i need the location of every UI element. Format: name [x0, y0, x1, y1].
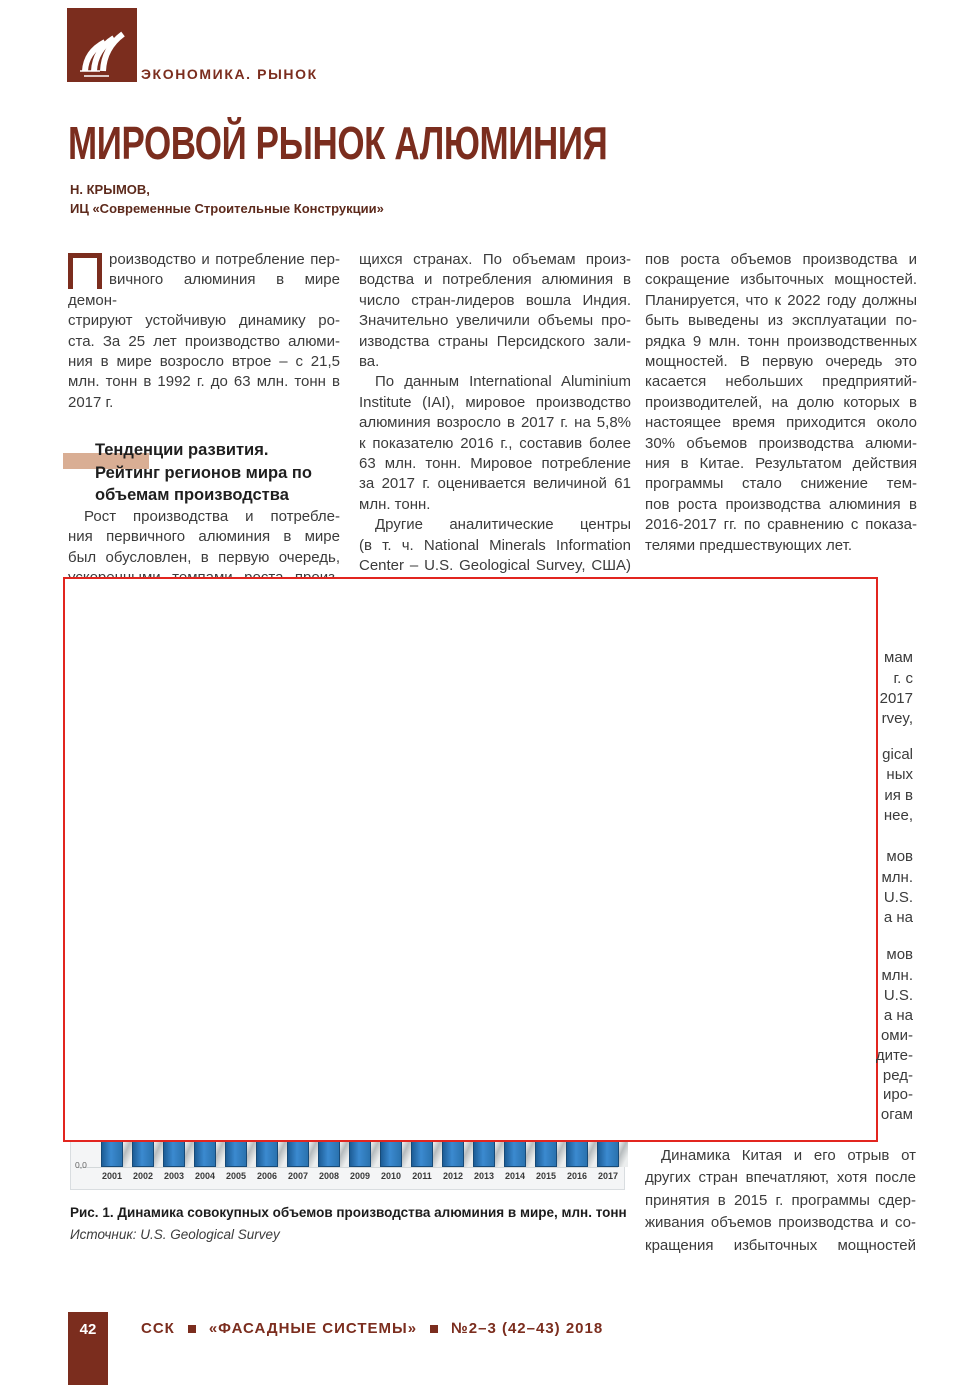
clipped-text-fragment: а на: [883, 909, 913, 926]
dropcap-letter: [68, 253, 102, 289]
y-axis-tick-label: 0,0: [75, 1160, 87, 1170]
heading-line: Рейтинг регионов мира по: [95, 463, 312, 482]
clipped-text-fragment: дите-: [875, 1047, 913, 1064]
section-label: ЭКОНОМИКА. РЫНОК: [141, 66, 318, 82]
body-text-line: Рост производства и потребле-: [84, 507, 340, 525]
body-text-line: 63 млн. тонн. Мировое потребление: [359, 455, 631, 473]
clipped-text-fragment: U.S.: [883, 889, 913, 906]
x-axis-year-label: 2016: [566, 1171, 588, 1181]
body-text-line: принятия в 2015 г. программы сдер-: [645, 1191, 916, 1209]
body-text-line: ния в Китае. Результатом действия: [645, 455, 917, 473]
x-axis-year-label: 2013: [473, 1171, 495, 1181]
x-axis-year-label: 2009: [349, 1171, 371, 1181]
body-text-line: 30% объемов производства алюми-: [645, 434, 917, 452]
footer-text-part: ССК: [141, 1320, 175, 1337]
footer-text-part: «ФАСАДНЫЕ СИСТЕМЫ»: [208, 1320, 418, 1337]
clipped-text-fragment: 2017: [879, 690, 913, 707]
body-text-line: щихся странах. По объемам произ-: [359, 251, 631, 268]
x-axis-year-label: 2006: [256, 1171, 278, 1181]
body-text-line: ста. За 25 лет производство алюми-: [68, 332, 340, 350]
body-text-line: Значительно увеличили объемы про-: [359, 312, 631, 330]
clipped-text-fragment: г. с: [893, 670, 913, 687]
author-name: Н. КРЫМОВ,: [70, 182, 150, 197]
logo-icon: [67, 8, 137, 82]
body-paragraph: [645, 250, 917, 556]
x-axis-line: [77, 1167, 618, 1168]
body-text-line: был обусловлен, в первую очередь,: [68, 548, 340, 566]
x-axis-year-label: 2010: [380, 1171, 402, 1181]
clipped-text-fragment: ия в: [884, 787, 913, 804]
x-axis-year-label: 2002: [132, 1171, 154, 1181]
x-axis-year-label: 2007: [287, 1171, 309, 1181]
clipped-text-fragment: млн.: [881, 967, 913, 984]
clipped-text-fragment: оми-: [880, 1027, 913, 1044]
body-text-line: Другие аналитические центры: [375, 516, 631, 534]
body-text-line: рядка 9 млн. тонн производственных: [645, 332, 917, 350]
body-text-line: касается небольших предприятий-: [645, 373, 917, 391]
body-text-line: производителей, на долю которых в: [645, 393, 917, 411]
clipped-text-fragment: мов: [886, 848, 913, 865]
body-text-line: сокращение избыточных мощностей.: [645, 271, 917, 289]
figure-source: Источник: U.S. Geological Survey: [70, 1227, 280, 1242]
publisher-logo: [67, 8, 137, 82]
body-text-line: вичного алюминия в мире демон-: [68, 271, 340, 309]
body-text-line: По данным International Aluminium: [375, 373, 631, 391]
body-text-line: программы стало снижение тем-: [645, 475, 917, 493]
body-text-line: пов роста производства алюминия в: [645, 495, 917, 513]
body-text-line: (в т. ч. National Minerals Information: [359, 536, 631, 554]
clipped-text-fragment: ред-: [882, 1067, 913, 1084]
body-text-line: живания объемов производства и со-: [645, 1214, 916, 1232]
body-text-line: стрируют устойчивую динамику ро-: [68, 312, 340, 330]
x-axis-year-label: 2017: [597, 1171, 619, 1181]
figure-caption: Рис. 1. Динамика совокупных объемов производства алюминия в мире, млн. тонн: [70, 1205, 627, 1220]
body-text-line: водства и потребления алюминия в: [359, 271, 631, 289]
body-text-line: телями предшествующих лет.: [645, 536, 853, 554]
article-title: МИРОВОЙ РЫНОК АЛЮМИНИЯ: [68, 117, 608, 169]
bottom-right-paragraph: [645, 1145, 916, 1257]
body-text-line: млн. тонн.: [359, 495, 431, 513]
body-text-line: Динамика Китая и его отрыв от: [661, 1147, 916, 1164]
author-organization: ИЦ «Современные Строительные Конструкции»: [70, 201, 384, 216]
x-axis-year-label: 2012: [442, 1171, 464, 1181]
heading-line: объемам производства: [95, 486, 289, 505]
body-column-2: [359, 250, 631, 577]
x-axis-year-label: 2014: [504, 1171, 526, 1181]
clipped-text-fragment: а на: [883, 1007, 913, 1024]
body-text-line: Планируется, что к 2022 году должны: [645, 291, 917, 309]
author-block: [70, 180, 384, 218]
body-paragraph: [359, 372, 631, 515]
clipped-text-fragment: rvey,: [881, 710, 913, 727]
footer-text-part: №2–3 (42–43) 2018: [451, 1320, 604, 1337]
body-text-line: кращения избыточных мощностей: [645, 1236, 916, 1254]
clipped-text-fragment: ных: [886, 766, 913, 783]
body-text-line: быть выведены из эксплуатации по-: [645, 312, 917, 330]
heading-line: Тенденции развития.: [95, 441, 269, 460]
clipped-text-fragment: млн.: [881, 869, 913, 886]
body-text-line: ния первичного алюминия в мире: [68, 528, 340, 546]
body-text-line: к показателю 2016 г., составив более: [359, 434, 631, 452]
page-number-badge: 42: [68, 1312, 108, 1385]
body-column-3: [645, 250, 917, 556]
body-text-line: алюминия возросло в 2017 г. на 5,8%: [359, 414, 631, 432]
x-axis-year-label: 2015: [535, 1171, 557, 1181]
body-text-line: других стран впечатляют, хотя после: [645, 1169, 916, 1187]
x-axis-year-label: 2011: [412, 1171, 432, 1181]
body-text-line: млн. тонн в 1992 г. до 63 млн. тонн в: [68, 373, 340, 391]
clipped-text-fragment: иро-: [882, 1086, 913, 1103]
clipped-text-fragment: огам: [880, 1106, 913, 1123]
x-axis-year-label: 2005: [225, 1171, 247, 1181]
body-text-line: ва.: [359, 353, 380, 371]
x-axis-year-label: 2003: [163, 1171, 185, 1181]
body-paragraph: [68, 250, 340, 413]
figure-overlay-box: [63, 577, 878, 1142]
body-text-line: роизводство и потребление пер-: [109, 251, 340, 268]
body-text-line: 2016-2017 гг. по сравнению с показа-: [645, 516, 917, 534]
clipped-text-fragment: мам: [884, 649, 913, 666]
body-text-line: 2017 г.: [68, 393, 114, 411]
body-paragraph: [359, 515, 631, 576]
clipped-text-fragment: gical: [882, 746, 913, 763]
x-axis-year-label: 2004: [194, 1171, 216, 1181]
body-text-line: Center – U.S. Geological Survey, США): [359, 557, 631, 575]
clipped-text-fragment: мов: [886, 946, 913, 963]
body-text-line: число стран-лидеров вошла Индия.: [359, 291, 631, 309]
body-text-line: ния в мире возросло втрое – с 21,5: [68, 353, 340, 371]
body-text-line: мощностей. В первую очередь это: [645, 353, 917, 371]
body-text-line: за 2017 г. оценивается величиной 61: [359, 475, 631, 493]
x-axis-year-label: 2001: [101, 1171, 123, 1181]
body-text-line: пов роста объемов производства и: [645, 251, 917, 268]
body-text-line: изводства страны Персидского зали-: [359, 332, 631, 350]
subsection-heading: [68, 439, 340, 507]
body-column-1: [68, 250, 340, 588]
x-axis-year-label: 2008: [318, 1171, 340, 1181]
clipped-text-fragment: нее,: [883, 807, 913, 824]
body-text-line: настоящее время приходится около: [645, 414, 917, 432]
footer-journal-line: [141, 1320, 603, 1337]
clipped-text-fragment: U.S.: [883, 987, 913, 1004]
body-paragraph: [359, 250, 631, 372]
footer-separator-square: [430, 1325, 438, 1333]
body-text-line: Institute (IAI), мировое производство: [359, 393, 631, 411]
footer-separator-square: [188, 1325, 196, 1333]
